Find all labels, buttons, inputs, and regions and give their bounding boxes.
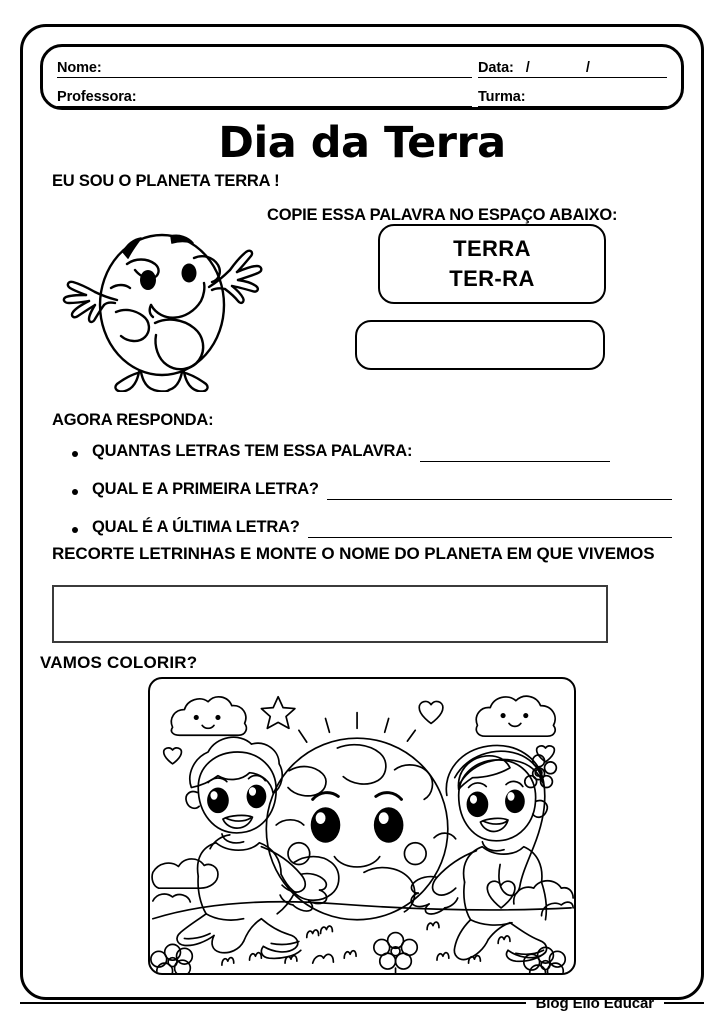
earth-mascot-icon: [55, 192, 270, 392]
question-text: QUAL É A ÚLTIMA LETRA?: [92, 518, 300, 536]
bush-icon: [152, 859, 218, 888]
cloud-right-icon: [476, 696, 555, 736]
teacher-field[interactable]: [57, 84, 472, 107]
name-field[interactable]: [57, 55, 472, 78]
question-text: QUANTAS LETRAS TEM ESSA PALAVRA:: [92, 442, 413, 460]
boy-icon: [177, 737, 327, 958]
class-label: Turma:: [478, 89, 526, 105]
star-icon: [261, 697, 295, 729]
copy-instruction: COPIE ESSA PALAVRA NO ESPAÇO ABAIXO:: [267, 206, 618, 224]
student-info-box: [40, 44, 684, 110]
teacher-label: Professora:: [57, 89, 137, 105]
heart-icon: [164, 748, 182, 764]
cloud-left-icon: [171, 697, 246, 735]
heart-icon: [487, 881, 515, 908]
answer-heading: AGORA RESPONDA:: [52, 411, 214, 429]
bullet-icon: [72, 451, 78, 457]
answer-input[interactable]: [308, 521, 672, 538]
name-label: Nome:: [57, 60, 102, 76]
date-field[interactable]: [478, 55, 667, 78]
letters-paste-box[interactable]: [52, 585, 608, 643]
bullet-icon: [72, 527, 78, 533]
footer-divider-right: [664, 1002, 704, 1004]
word-copy-box[interactable]: [355, 320, 605, 370]
heart-icon: [419, 701, 443, 723]
footer: [20, 992, 704, 1014]
color-heading: VAMOS COLORIR?: [40, 653, 198, 672]
flower-icon: [151, 944, 192, 973]
coloring-illustration: [148, 677, 576, 975]
answer-input[interactable]: [327, 483, 672, 500]
heart-icon: [537, 746, 555, 762]
flower-icon: [374, 933, 417, 973]
word-full: TERRA: [453, 236, 531, 261]
intro-text: EU SOU O PLANETA TERRA !: [52, 172, 280, 190]
list-item: [72, 478, 672, 500]
cut-instruction: RECORTE LETRINHAS E MONTE O NOME DO PLANETA EM QUE VIVEMOS: [52, 544, 655, 563]
word-model-box: [378, 224, 606, 304]
date-label: Data:: [478, 60, 514, 76]
bullet-icon: [72, 489, 78, 495]
bush-icon: [514, 881, 573, 904]
header-row-top: [57, 52, 667, 78]
class-field[interactable]: [478, 84, 667, 107]
header-row-bottom: [57, 81, 667, 107]
date-separators: / /: [525, 60, 616, 76]
footer-credit: Blog Ello Educar: [535, 994, 654, 1012]
question-list: [72, 440, 672, 554]
list-item: [72, 440, 672, 462]
footer-divider-left: [20, 1002, 526, 1004]
page-title: Dia da Terra: [218, 118, 506, 168]
question-text: QUAL E A PRIMEIRA LETRA?: [92, 480, 319, 498]
word-syllables: TER-RA: [449, 266, 535, 291]
list-item: [72, 516, 672, 538]
answer-input[interactable]: [420, 445, 610, 462]
